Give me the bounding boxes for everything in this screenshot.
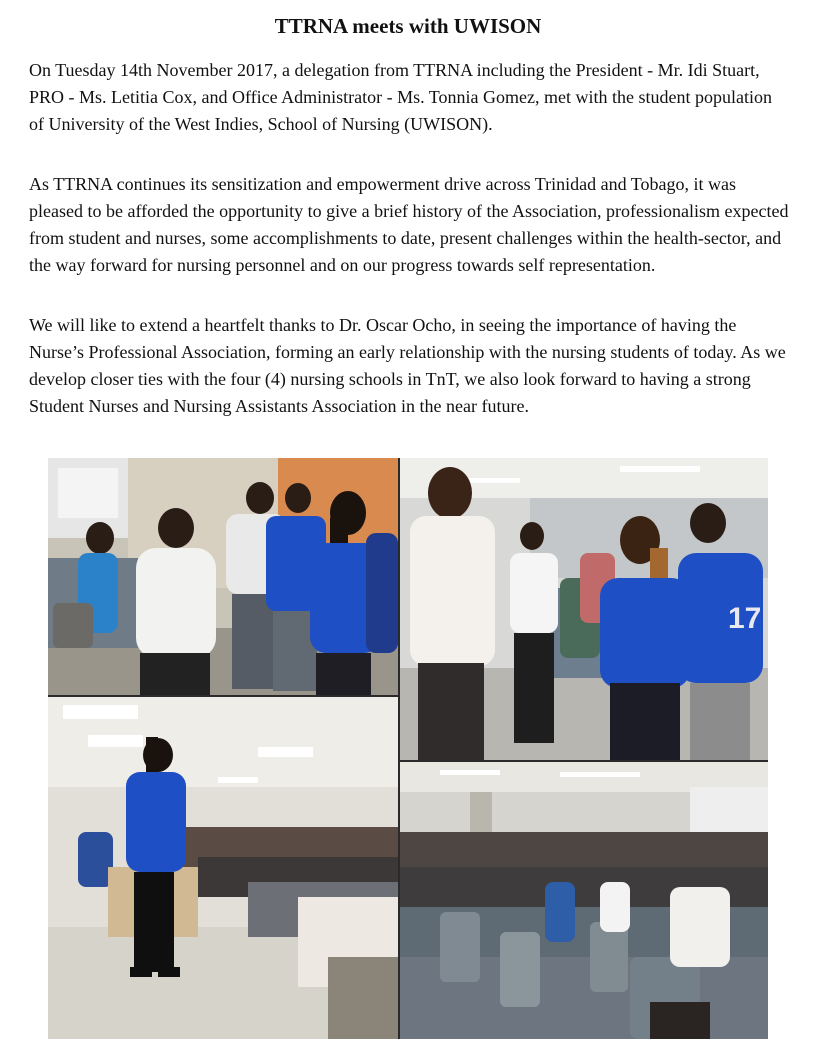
photo-speaker-addressing-students-image [48, 697, 398, 1039]
photo-group-standing [48, 458, 398, 695]
paragraph-drive [29, 171, 791, 279]
paragraph-thanks [29, 312, 791, 420]
photo-speaker-addressing-students [48, 697, 398, 1039]
paragraph-text: As TTRNA continues its sensitization and empowerment drive across Trinidad and Tobago, it was pleased to be afforded the opportunity to give a brief history of the Association, professionalism expected from student and nurses, some accomplishments to date, present challenges within the health-sector, and the way forward for nursing personnel and on our progress towards self representation. [29, 174, 789, 275]
paragraph-text: We will like to extend a heartfelt thanks to Dr. Oscar Ocho, in seeing the importance of having the Nurse’s Professional Association, forming an early relationship with the nursing students of today. As we develop closer ties with the four (4) nursing schools in TnT, we also look forward to having a strong Student Nurses and Nursing Assistants Association in the near future. [29, 315, 786, 416]
jersey-number: 17 [728, 602, 762, 635]
photo-lecture-audience [400, 762, 768, 1039]
photo-president-with-students [400, 458, 768, 760]
photo-president-with-students-image [400, 458, 768, 760]
photo-lecture-audience-image [400, 762, 768, 1039]
paragraph-intro [29, 57, 791, 138]
photo-collage [48, 458, 768, 1039]
photo-group-standing-image [48, 458, 398, 695]
article-title: TTRNA meets with UWISON [274, 14, 542, 38]
paragraph-text: On Tuesday 14th November 2017, a delegation from TTRNA including the President - Mr. Idi Stuart, PRO - Ms. Letitia Cox, and Office Administrator - Ms. Tonnia Gomez, met with the student population of University of the West Indies, School of Nursing (UWISON). [29, 60, 772, 134]
